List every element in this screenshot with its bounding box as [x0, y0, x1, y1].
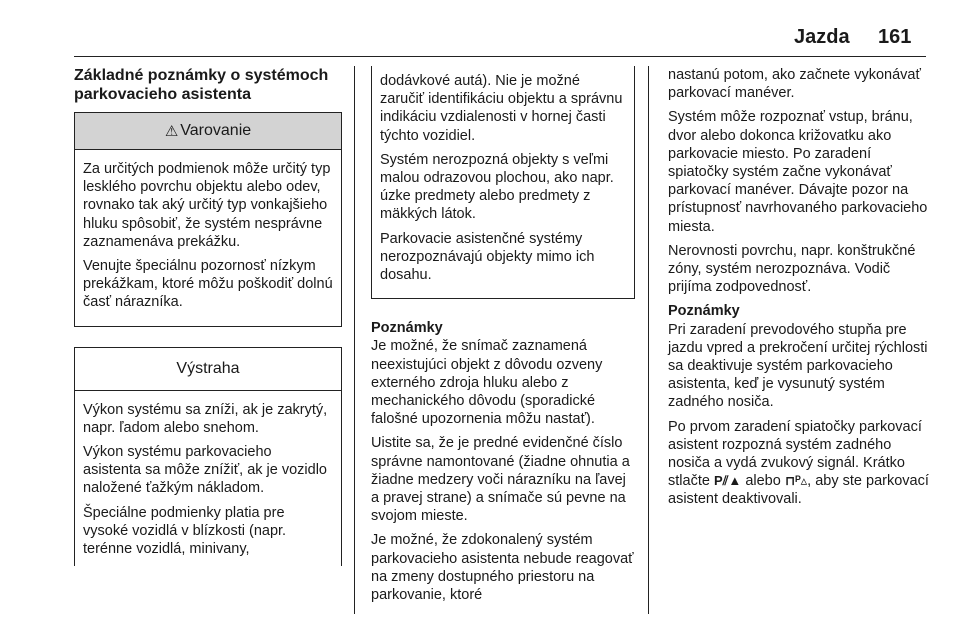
caution-box — [74, 347, 342, 567]
body-text-part: , aby ste parkovací asistent deaktivovali. — [668, 473, 929, 508]
body-text — [668, 418, 930, 509]
column-2 — [371, 66, 635, 610]
warning-label: Varovanie — [180, 122, 252, 139]
note-text: Pri zaradení prevodového stupňa pre jazdu vpred a prekročení určitej rýchlosti sa deaktivuje systém parkovacieho asistenta, keď je vysunutý systém zadného nosiča. — [668, 321, 928, 411]
caution-text: Systém nerozpozná objekty s veľmi malou odrazovou plochou, ako napr. úzke predmety alebo predmety z mäkkých látok. — [380, 151, 614, 223]
caution-header: Výstraha — [75, 348, 341, 391]
warning-text: Za určitých podmienok môže určitý typ lesklého povrchu objektu alebo odev, rovnako tak aký určitý typ vonkajšieho hluku spôsobiť, že systém nesprávne zaznamenáva prekážku. — [83, 161, 331, 250]
warning-triangle-icon: ⚠ — [164, 123, 179, 140]
warning-box — [74, 112, 342, 327]
caution-text: Parkovacie asistenčné systémy nerozpoznávajú objekty mimo ich dosahu. — [380, 230, 595, 284]
caution-text: Špeciálne podmienky platia pre vysoké vozidlá v blízkosti (napr. terénne vozidlá, minivany, — [83, 504, 287, 558]
caution-box-continued — [371, 66, 635, 299]
body-text-part: alebo — [745, 473, 781, 490]
header-rule — [74, 56, 926, 57]
chapter-title: Jazda — [794, 26, 850, 48]
page-header — [0, 22, 960, 52]
page-number: 161 — [878, 26, 912, 48]
body-text: Nerovnosti povrchu, napr. konštrukčné zóny, systém nerozpoznáva. Vodič prijíma zodpovednosť. — [668, 242, 916, 296]
caution-body — [75, 391, 341, 567]
body-text: Uistite sa, že je predné evidenčné číslo správne namontované (žiadne ohnutia a žiadne medzery voči nárazníku na ľavej a pravej strane) a snímače sú pevne na svojom mieste. — [371, 435, 630, 525]
caution-text: dodávkové autá). Nie je možné zaručiť identifikáciu objektu a správnu indikáciu vzdialenosti v hornej časti týchto vozidiel. — [380, 73, 623, 144]
section-title: Základné poznámky o systémoch parkovacieho asistenta — [74, 67, 329, 103]
warning-body — [75, 150, 341, 326]
body-text-part: Po prvom zaradení spiatočky parkovací asistent rozpozná systém zadného nosiča a vydá zvukový signál. Krátko stlačte — [668, 418, 922, 490]
park-assist-alt-button-icon: ⊓ᴾ▵ — [784, 473, 808, 489]
warning-header — [75, 113, 341, 150]
note-heading: Poznámky — [371, 320, 443, 337]
caution-text: Výkon systému sa zníži, ak je zakrytý, napr. ľadom alebo snehom. — [83, 401, 328, 436]
park-assist-button-icon: P⫽▲ — [713, 473, 742, 489]
column-divider — [648, 66, 649, 614]
warning-text: Venujte špeciálnu pozornosť nízkym prekážkam, ktoré môžu poškodiť dolnú časť nárazníka. — [83, 258, 333, 311]
body-text: nastanú potom, ako začnete vykonávať parkovací manéver. — [668, 67, 921, 102]
caution-body-continued — [372, 66, 634, 298]
body-text: Systém môže rozpoznať vstup, bránu, dvor alebo dokonca križovatku ako parkovacie miesto. Po zaradení spiatočky systém začne vykonávať parkovací manéver. Dávajte pozor na prístupnosť navrhovaného parkovacieho miesta. — [668, 109, 928, 235]
column-divider — [354, 66, 355, 614]
note-text: Je možné, že snímač zaznamená neexistujúci objekt z dôvodu ozveny externého zdroja hluku alebo z mechanického dôvodu (sporadické falošné upozornenia môžu nastať). — [371, 338, 603, 428]
caution-text: Výkon systému parkovacieho asistenta sa môže znížiť, ak je vozidlo naložené ťažkým nákladom. — [83, 444, 327, 497]
column-3 — [668, 66, 930, 515]
body-text: Je možné, že zdokonalený systém parkovacieho asistenta nebude reagovať na zmeny dostupného priestoru na parkovanie, ktoré — [371, 532, 634, 604]
note-heading: Poznámky — [668, 303, 740, 320]
column-1 — [74, 66, 342, 566]
